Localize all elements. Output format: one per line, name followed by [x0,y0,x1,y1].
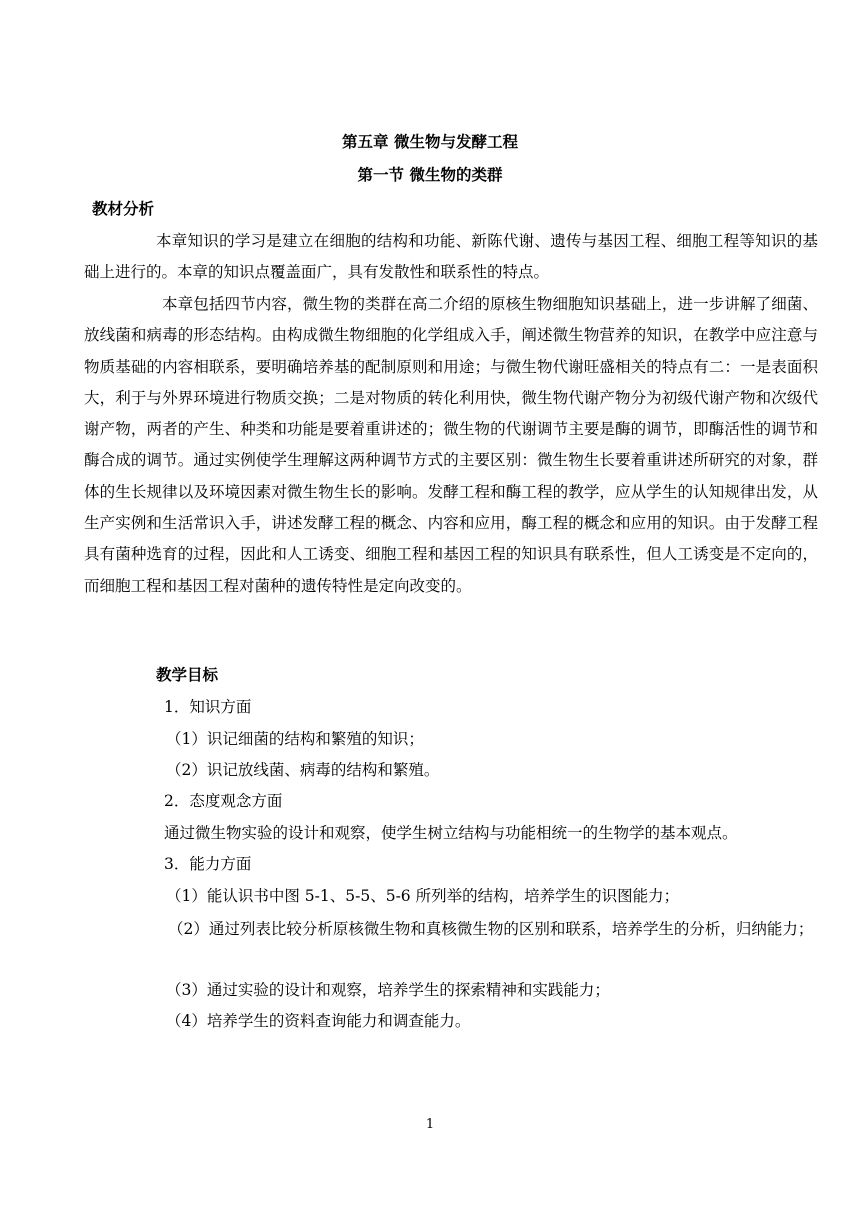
heading-analysis: 教材分析 [92,200,155,218]
knowledge-item-2: （2）识记放线菌、病毒的结构和繁殖。 [166,761,440,779]
heading-objectives: 教学目标 [156,666,219,684]
ability-item-2: （2）通过列表比较分析原核微生物和真核微生物的区别和联系，培养学生的分析，归纳能力； [168,920,814,938]
attitude-text: 通过微生物实验的设计和观察，使学生树立结构与功能相统一的生物学的基本观点。 [164,824,738,842]
ability-item-1: （1）能认识书中图 5-1、5-5、5-6 所列举的结构，培养学生的识图能力； [166,887,680,905]
knowledge-item-1: （1）识记细菌的结构和繁殖的知识； [166,730,424,748]
ability-item-4: （4）培养学生的资料查询能力和调查能力。 [166,1012,471,1030]
page-number: 1 [425,1117,435,1132]
paragraph-2: 本章包括四节内容，微生物的类群在高二介绍的原核生物细胞知识基础上，进一步讲解了细菌、放线菌和病毒的形态结构。由构成微生物细胞的化学组成入手，阐述微生物营养的知识，在教学中应注意与物质基础的内容相联系，要明确培养基的配制原则和用途；与微生物代谢旺盛相关的特点有二：一是表面积大，利于与外界环境进行物质交换；二是对物质的转化利用快，微生物代谢产物分为初级代谢产物和次级代谢产物，两者的产生、种类和功能是要着重讲述的；微生物的代谢调节主要是酶的调节，即酶活性的调节和酶合成的调节。通过实例使学生理解这两种调节方式的主要区别：微生物生长要着重讲述所研究的对象，群体的生长规律以及环境因素对微生物生长的影响。发酵工程和酶工程的教学，应从学生的认知规律出发，从生产实例和生活常识入手，讲述发酵工程的概念、内容和应用，酶工程的概念和应用的知识。由于发酵工程具有菌种选育的过程，因此和人工诱变、细胞工程和基因工程的知识具有联系性，但人工诱变是不定向的，而细胞工程和基因工程对菌种的遗传特性是定向改变的。 [84,295,818,595]
paragraph-1: 本章知识的学习是建立在细胞的结构和功能、新陈代谢、遗传与基因工程、细胞工程等知识的基础上进行的。本章的知识点覆盖面广，具有发散性和联系性的特点。 [84,232,818,282]
chapter-title: 第五章 微生物与发酵工程 [342,133,518,151]
section-title: 第一节 微生物的类群 [357,166,503,184]
attitude-title: 2．态度观念方面 [164,792,283,810]
ability-item-3: （3）通过实验的设计和观察，培养学生的探索精神和实践能力； [166,981,610,999]
ability-title: 3．能力方面 [164,855,252,873]
knowledge-title: 1．知识方面 [164,698,252,716]
